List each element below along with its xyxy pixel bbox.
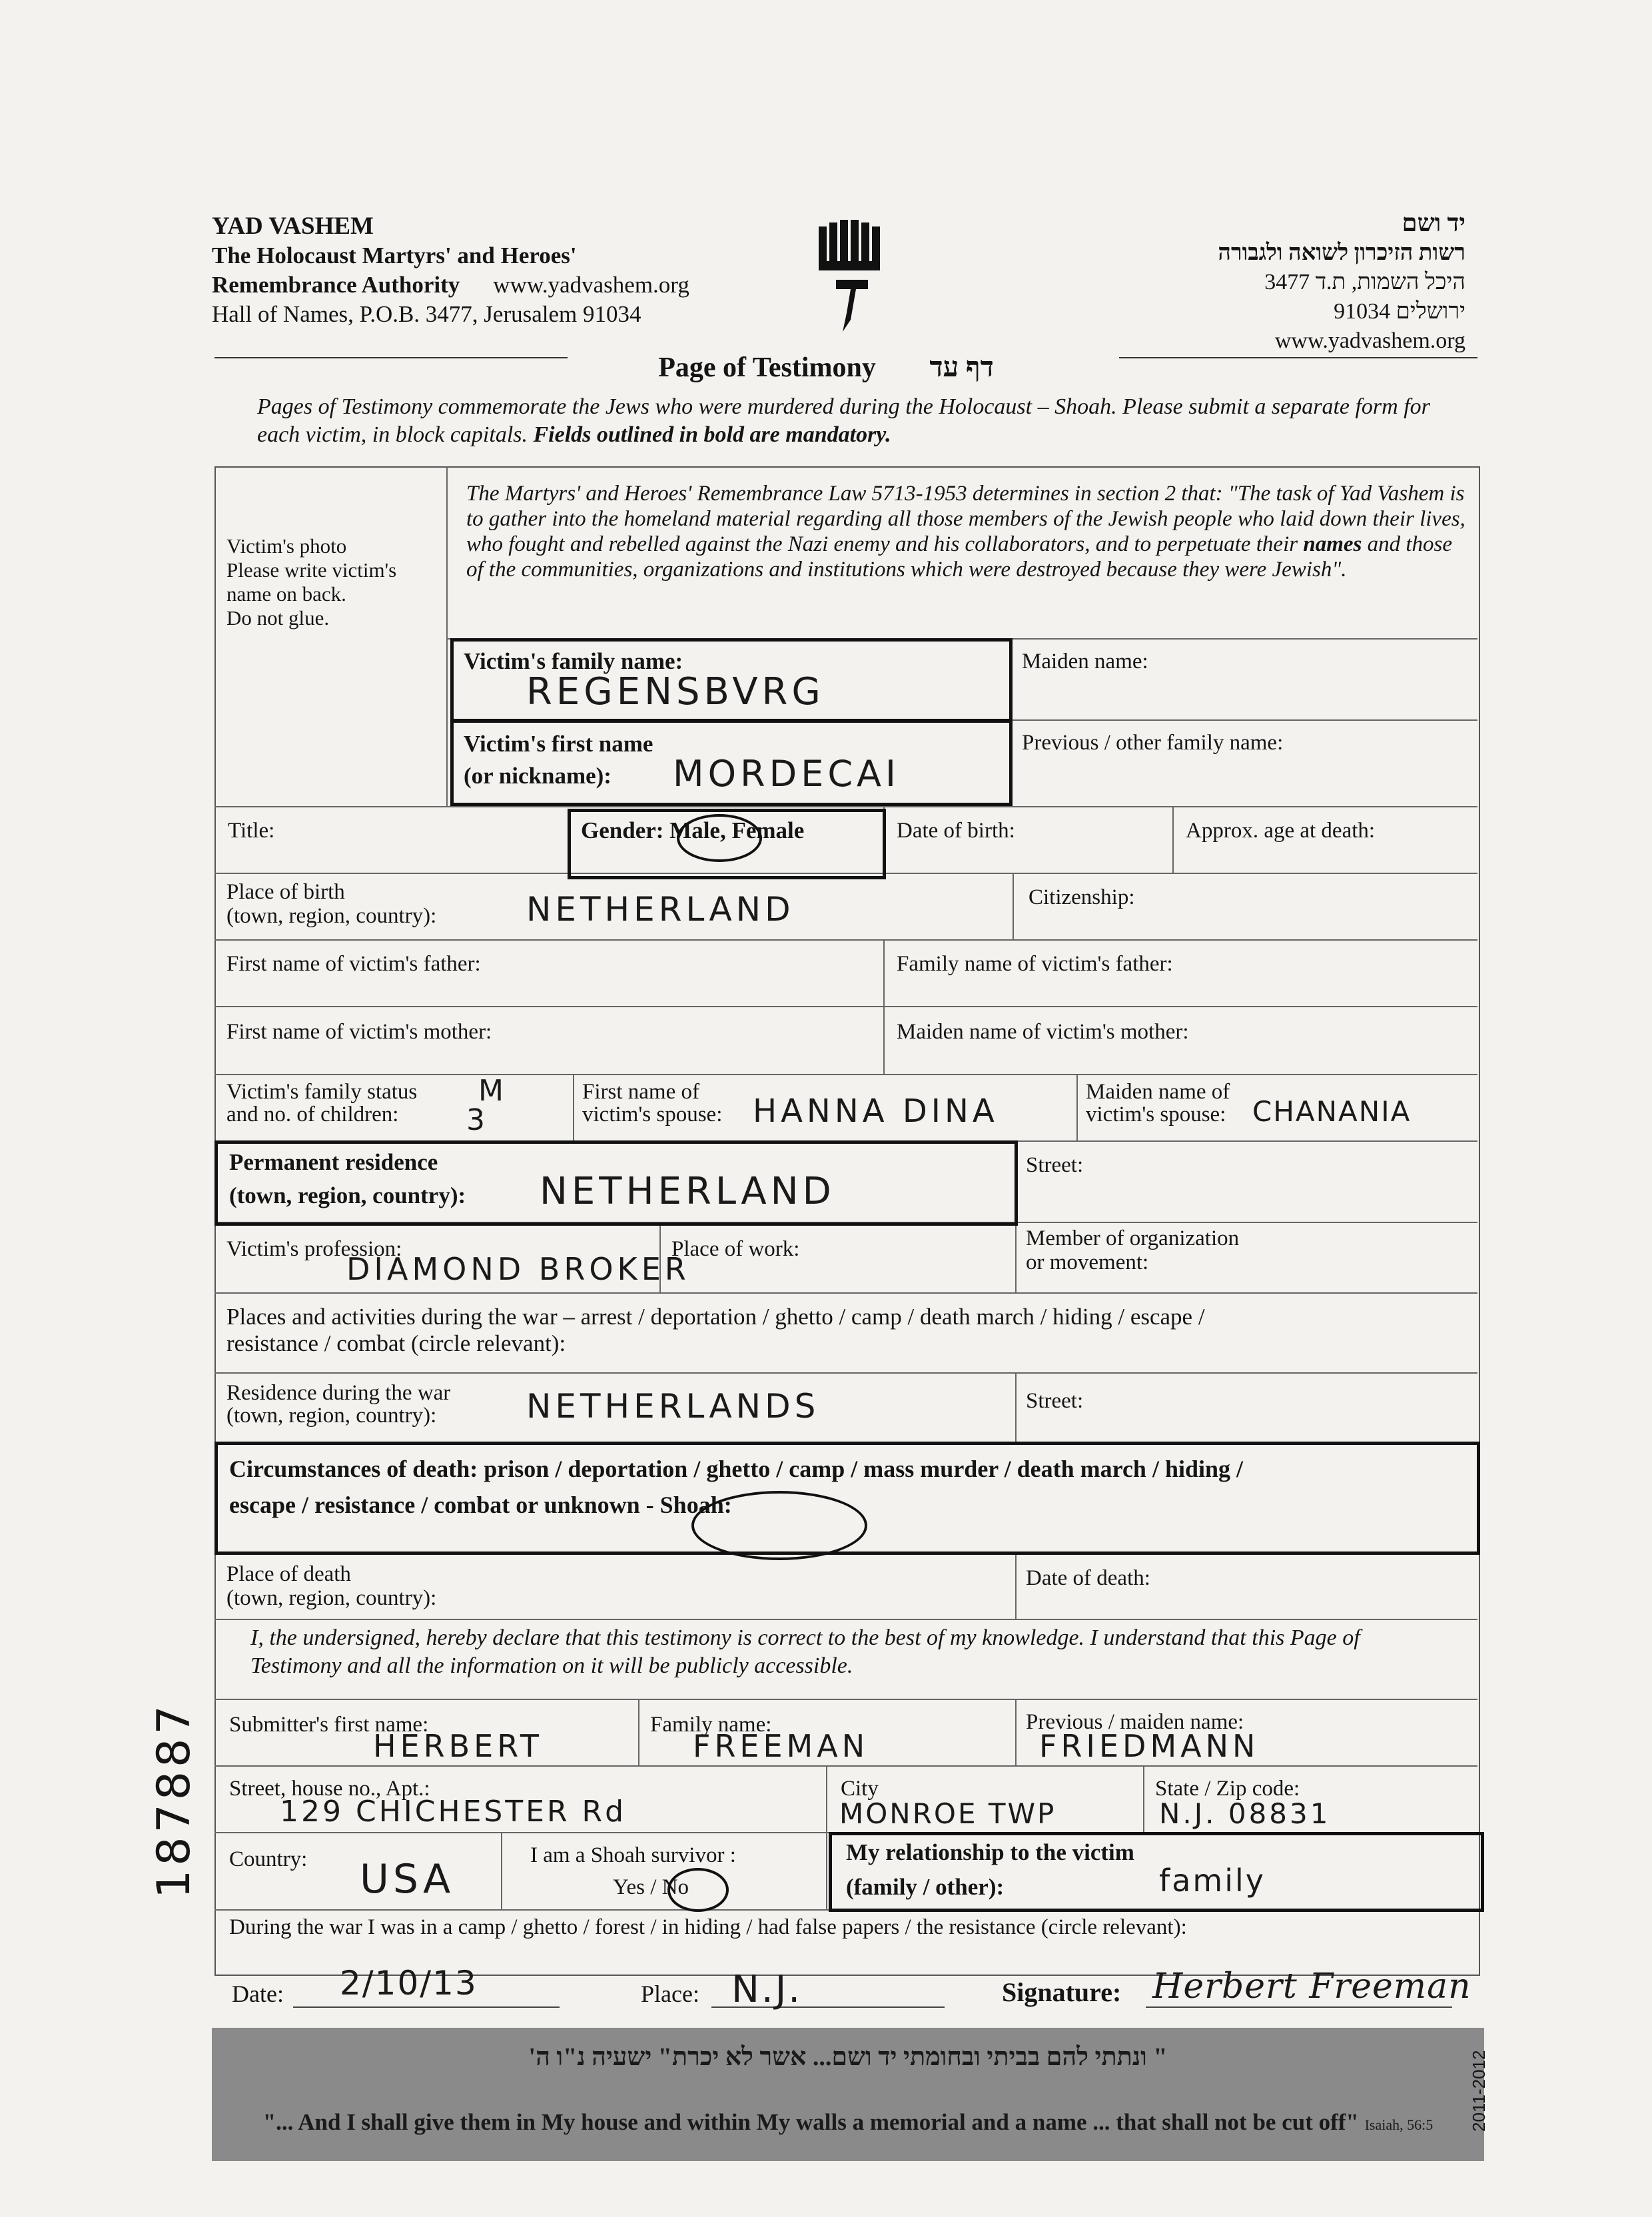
col-line [638,1699,639,1765]
sub-family-field[interactable]: FREEMAN [693,1728,869,1764]
unknown-shoah-circle-mark [691,1491,867,1560]
footer-quote-ref: Isaiah, 56:5 [1364,2116,1434,2133]
sub-state-zip-field[interactable]: N.J. 08831 [1159,1797,1331,1830]
family-status-field[interactable]: M [478,1074,508,1108]
sub-country-label: Country: [229,1847,308,1871]
sub-city-label: City [841,1777,879,1801]
age-label: Approx. age at death: [1186,819,1376,843]
date-underline [293,2006,560,2008]
perm-res-label-2: (town, region, country): [229,1182,466,1208]
row-line [214,1699,1477,1700]
sub-street-label: Street, house no., Apt.: [229,1777,430,1801]
male-circle-mark [677,814,762,862]
menorah-logo-icon [816,220,889,333]
sub-street-field[interactable]: 129 CHICHESTER Rd [280,1795,627,1829]
col-line [883,939,885,1074]
sub-city-field[interactable]: MONROE TWP [839,1797,1056,1830]
org-line3: Remembrance Authority [212,272,460,298]
profession-label: Victim's profession: [226,1237,402,1261]
col-line [1015,1699,1017,1765]
prev-name-label: Previous / other family name: [1022,731,1284,755]
circumstances-label-2: escape / resistance / combat or unknown - Shoah: [229,1492,732,1518]
first-name-label-1: Victim's first name [464,731,653,757]
spouse-maiden-label-2: victim's spouse: [1086,1103,1226,1126]
col-line [1143,1765,1144,1832]
places-label-1: Places and activities during the war – arrest / deportation / ghetto / camp / death march / hiding / escape / [226,1304,1205,1330]
intro-text [257,393,1436,449]
street-label: Street: [1026,1153,1084,1177]
signature-field[interactable]: Herbert Freeman [1152,1967,1471,2006]
father-first-label: First name of victim's father: [226,952,481,976]
org-line2: The Holocaust Martyrs' and Heroes' [212,242,577,268]
gender-option-female[interactable]: Female [731,817,805,843]
page-title-en: Page of Testimony [658,352,876,383]
org-header-en [212,212,689,329]
row-line [1010,719,1477,721]
law-bold: names [1303,532,1362,556]
footer-quote-en-text: "... And I shall give them in My house and within My walls a memorial and a name ... that shall not be cut off" [262,2109,1359,2135]
date-label: Date: [232,1981,284,2007]
intro-mandatory-note: Fields outlined in bold are mandatory. [533,422,891,447]
place-field[interactable]: N.J. [731,1968,803,2011]
perm-residence-field[interactable]: NETHERLAND [540,1170,835,1213]
signature-underline [1146,2006,1452,2008]
relationship-label-2: (family / other): [846,1874,1005,1900]
website-link[interactable]: www.yadvashem.org [493,272,689,298]
photo-note-1: Victim's photo [226,534,347,558]
survivor-label: I am a Shoah survivor : [530,1843,736,1867]
member-label-2: or movement: [1026,1250,1149,1274]
org-header-he [1218,209,1465,356]
he-org-name: יד ושם [1402,210,1465,237]
col-line [501,1832,502,1909]
col-line [826,1832,827,1909]
gender-option-male[interactable]: Male [669,817,720,843]
photo-note-4: Do not glue. [226,606,330,630]
photo-divider [446,466,448,806]
row-line [214,1765,1477,1767]
row-line [214,1006,1477,1007]
row-line [214,1372,1477,1374]
col-line [1013,873,1014,939]
citizenship-label: Citizenship: [1029,885,1135,909]
sub-prev-label: Previous / maiden name: [1026,1710,1244,1734]
footer-banner [212,2028,1484,2161]
pod-label-1: Place of death [226,1562,351,1586]
no-circle-mark [667,1868,729,1912]
street2-label: Street: [1026,1389,1084,1413]
profession-field[interactable]: DIAMOND BROKER [346,1251,690,1287]
place-label: Place: [641,1981,699,2007]
pod-label-2: (town, region, country): [226,1586,437,1610]
relationship-label-1: My relationship to the victim [846,1839,1134,1865]
photo-area[interactable] [226,534,446,630]
footer-quote-en [212,2109,1484,2136]
sub-state-label: State / Zip code: [1155,1777,1300,1801]
relationship-field[interactable]: family [1159,1863,1266,1899]
place-of-birth-field[interactable]: NETHERLAND [526,890,795,929]
mother-first-label: First name of victim's mother: [226,1020,492,1044]
first-name-field[interactable]: MORDECAI [673,753,900,795]
pob-label-1: Place of birth [226,880,345,904]
perm-res-label-1: Permanent residence [229,1149,438,1175]
sub-country-field[interactable]: USA [360,1856,455,1903]
form-year: 2011-2012 [1469,2050,1489,2132]
date-field[interactable]: 2/10/13 [340,1964,478,2002]
row-line [214,1619,1477,1620]
photo-note-3: name on back. [226,582,346,606]
spouse-label-1: First name of [582,1080,699,1104]
col-line [573,1074,574,1140]
he-org-line4: ירושלים 91034 [1334,299,1465,324]
survivor-yes-no[interactable]: Yes / No [613,1875,689,1899]
first-name-label-2: (or nickname): [464,763,612,789]
sub-first-field[interactable]: HERBERT [373,1728,543,1764]
footer-quote-he: " ונתתי להם בביתי ובחומתי יד ושם... אשר לא יכרת" ישעיה נ"ו ה' [528,2043,1168,2071]
places-label-2: resistance / combat (circle relevant): [226,1330,566,1356]
war-res-label-1: Residence during the war [226,1381,451,1405]
col-line [1015,1552,1017,1619]
row-line [214,1292,1477,1294]
workplace-label: Place of work: [671,1237,800,1261]
gender-label-text: Gender: [581,817,664,843]
war-residence-field[interactable]: NETHERLANDS [526,1387,820,1426]
pob-label-2: (town, region, country): [226,904,437,928]
col-line [1172,806,1174,873]
row-line [214,1074,1477,1075]
doc-number: 187887 [148,1701,201,1899]
circumstances-label-1: Circumstances of death: prison / deportation / ghetto / camp / mass murder / death march / hiding / [229,1456,1244,1482]
org-name: YAD VASHEM [212,213,374,240]
family-name-field[interactable]: REGENSBVRG [526,670,825,713]
children-count-field[interactable]: 3 [466,1103,489,1137]
family-name-label: Victim's family name: [464,648,683,674]
title-label: Title: [228,819,275,843]
spouse-label-2: victim's spouse: [582,1103,723,1126]
father-family-label: Family name of victim's father: [897,952,1173,976]
he-org-line3: היכל השמות, ת.ד 3477 [1264,270,1465,294]
dob-label: Date of birth: [897,819,1015,843]
col-line [826,1765,827,1832]
declaration-text: I, the undersigned, hereby declare that this testimony is correct to the best of my knowledge. I understand that this Page of Testimony and all the information on it will be publicly accessible. [250,1625,1360,1678]
law-text-1: The Martyrs' and Heroes' Remembrance Law 5713-1953 determines in section 2 that: "The task of Yad Vashem is to gather into the homeland material regarding all those members of the Jewish people who laid down their lives, who fought and rebelled against the Nazi enemy and his collaborators, and to perpetuate their [466,482,1465,556]
sub-prev-field[interactable]: FRIEDMANN [1039,1728,1260,1764]
he-website-link[interactable]: www.yadvashem.org [1274,328,1465,353]
spouse-maiden-label-1: Maiden name of [1086,1080,1230,1104]
org-address: Hall of Names, P.O.B. 3477, Jerusalem 91034 [212,301,641,327]
spouse-maiden-field[interactable]: CHANANIA [1252,1095,1412,1128]
intro-body: Pages of Testimony commemorate the Jews who were murdered during the Holocaust – Shoah. Please submit a separate form for each victim, in block capitals. [257,394,1430,447]
law-text-2: and those of the communities, organizations and institutions which were destroyed because they were Jewish". [466,532,1453,582]
status-label-2: and no. of children: [226,1103,399,1126]
photo-note-2: Please write victim's [226,558,397,582]
col-line [1076,1074,1078,1140]
law-quote [466,481,1465,582]
maiden-name-label: Maiden name: [1022,650,1148,673]
member-label-1: Member of organization [1026,1226,1240,1250]
row-line [214,806,1477,807]
page-title-he: דף עד [929,352,994,383]
status-label-1: Victim's family status [226,1080,418,1104]
gender-label[interactable]: Gender: Male, Female [581,817,805,843]
he-org-line2: רשות הזיכרון לשואה ולגבורה [1218,240,1465,265]
page-title [0,352,1652,384]
sub-first-label: Submitter's first name: [229,1713,429,1737]
dod-label: Date of death: [1026,1566,1150,1590]
war-res-label-2: (town, region, country): [226,1404,437,1428]
spouse-first-field[interactable]: HANNA DINA [753,1093,999,1130]
during-war-label: During the war I was in a camp / ghetto / forest / in hiding / had false papers / the resistance (circle relevant): [229,1915,1187,1939]
signature-label: Signature: [1002,1977,1122,2007]
row-line [214,939,1477,941]
sub-family-label: Family name: [650,1713,772,1737]
mother-maiden-label: Maiden name of victim's mother: [897,1020,1189,1044]
col-line [1015,1372,1017,1442]
